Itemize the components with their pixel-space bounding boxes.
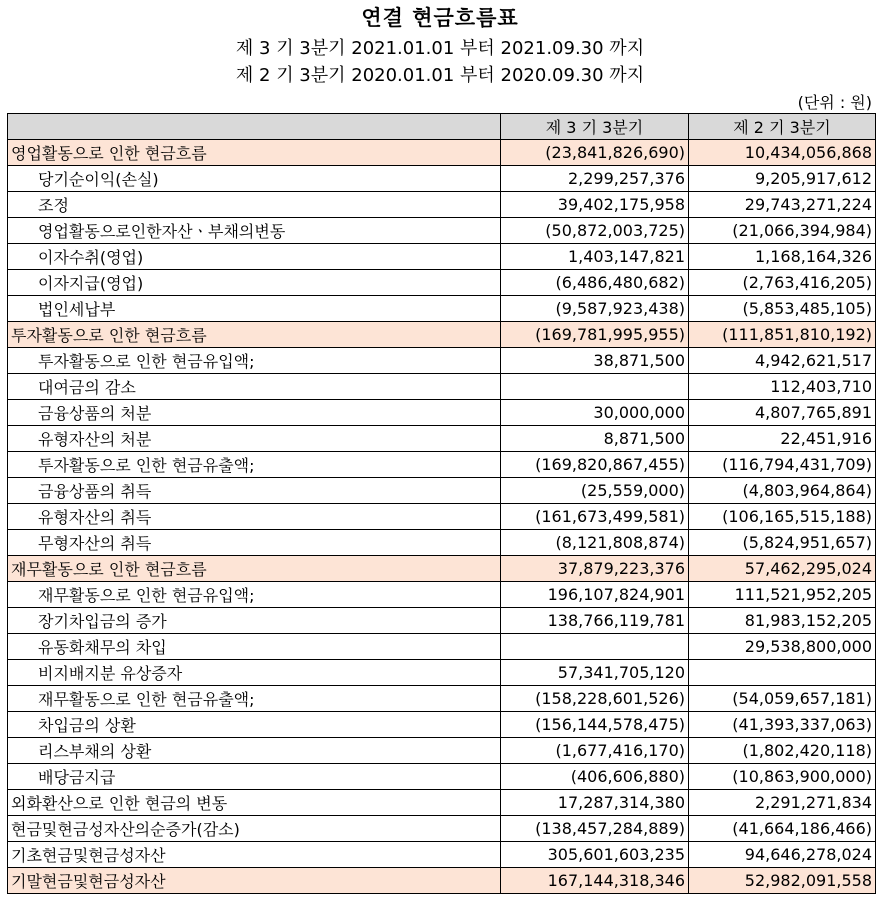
table-row <box>8 348 876 374</box>
row-label: 외화환산으로 인한 현금의 변동 <box>8 790 501 816</box>
value-current: 38,871,500 <box>501 348 689 374</box>
table-row <box>8 660 876 686</box>
value-previous: (5,853,485,105) <box>689 296 876 322</box>
value-current: 8,871,500 <box>501 426 689 452</box>
value-previous: 52,982,091,558 <box>689 868 876 894</box>
value-current: (169,820,867,455) <box>501 452 689 478</box>
row-label: 재무활동으로 인한 현금유입액; <box>8 582 501 608</box>
table-row <box>8 270 876 296</box>
value-previous: (2,763,416,205) <box>689 270 876 296</box>
value-current: (156,144,578,475) <box>501 712 689 738</box>
row-label: 금융상품의 처분 <box>8 400 501 426</box>
row-label: 투자활동으로 인한 현금유출액; <box>8 452 501 478</box>
value-previous: 94,646,278,024 <box>689 842 876 868</box>
row-label: 유형자산의 취득 <box>8 504 501 530</box>
value-previous: 1,168,164,326 <box>689 244 876 270</box>
value-previous: (41,393,337,063) <box>689 712 876 738</box>
table-row <box>8 816 876 842</box>
value-previous: 22,451,916 <box>689 426 876 452</box>
row-label: 투자활동으로 인한 현금흐름 <box>8 322 501 348</box>
row-label: 재무활동으로 인한 현금흐름 <box>8 556 501 582</box>
table-row <box>8 244 876 270</box>
value-previous <box>689 660 876 686</box>
value-previous: (111,851,810,192) <box>689 322 876 348</box>
value-current: (169,781,995,955) <box>501 322 689 348</box>
row-label: 조정 <box>8 192 501 218</box>
row-label: 영업활동으로인한자산ㆍ부채의변동 <box>8 218 501 244</box>
value-current <box>501 374 689 400</box>
value-current: 305,601,603,235 <box>501 842 689 868</box>
row-label: 현금및현금성자산의순증가(감소) <box>8 816 501 842</box>
row-label: 이자수취(영업) <box>8 244 501 270</box>
header-previous: 제 2 기 3분기 <box>689 114 876 140</box>
unit-label: (단위 : 원) <box>797 93 872 112</box>
value-previous: (10,863,900,000) <box>689 764 876 790</box>
header-label <box>8 114 501 140</box>
row-label: 영업활동으로 인한 현금흐름 <box>8 140 501 166</box>
table-row <box>8 738 876 764</box>
value-current <box>501 634 689 660</box>
period-previous: 제 2 기 3분기 2020.01.01 부터 2020.09.30 까지 <box>235 65 645 86</box>
table-row <box>8 842 876 868</box>
row-label: 비지배지분 유상증자 <box>8 660 501 686</box>
value-previous: (21,066,394,984) <box>689 218 876 244</box>
value-current: 2,299,257,376 <box>501 166 689 192</box>
table-row <box>8 556 876 582</box>
value-previous: 111,521,952,205 <box>689 582 876 608</box>
value-previous: 112,403,710 <box>689 374 876 400</box>
table-row <box>8 790 876 816</box>
row-label: 이자지급(영업) <box>8 270 501 296</box>
value-current: 138,766,119,781 <box>501 608 689 634</box>
table-row <box>8 296 876 322</box>
value-previous: (41,664,186,466) <box>689 816 876 842</box>
header-row <box>8 114 876 140</box>
value-previous: 4,942,621,517 <box>689 348 876 374</box>
value-previous: 2,291,271,834 <box>689 790 876 816</box>
value-current: (23,841,826,690) <box>501 140 689 166</box>
value-current: (406,606,880) <box>501 764 689 790</box>
table-row <box>8 582 876 608</box>
table-row <box>8 686 876 712</box>
value-previous: 4,807,765,891 <box>689 400 876 426</box>
row-label: 유동화채무의 차입 <box>8 634 501 660</box>
table-row <box>8 764 876 790</box>
value-previous: 81,983,152,205 <box>689 608 876 634</box>
value-current: 196,107,824,901 <box>501 582 689 608</box>
value-previous: (116,794,431,709) <box>689 452 876 478</box>
row-label: 대여금의 감소 <box>8 374 501 400</box>
row-label: 금융상품의 취득 <box>8 478 501 504</box>
value-previous: (5,824,951,657) <box>689 530 876 556</box>
row-label: 재무활동으로 인한 현금유출액; <box>8 686 501 712</box>
value-previous: 57,462,295,024 <box>689 556 876 582</box>
table-row <box>8 426 876 452</box>
row-label: 법인세납부 <box>8 296 501 322</box>
value-current: (9,587,923,438) <box>501 296 689 322</box>
value-current: 57,341,705,120 <box>501 660 689 686</box>
value-previous: (1,802,420,118) <box>689 738 876 764</box>
row-label: 당기순이익(손실) <box>8 166 501 192</box>
value-current: (1,677,416,170) <box>501 738 689 764</box>
table-row <box>8 530 876 556</box>
row-label: 유형자산의 처분 <box>8 426 501 452</box>
value-current: (138,457,284,889) <box>501 816 689 842</box>
value-current: (6,486,480,682) <box>501 270 689 296</box>
row-label: 투자활동으로 인한 현금유입액; <box>8 348 501 374</box>
table-row <box>8 504 876 530</box>
value-current: (25,559,000) <box>501 478 689 504</box>
table-row <box>8 608 876 634</box>
row-label: 기말현금및현금성자산 <box>8 868 501 894</box>
table-row <box>8 868 876 894</box>
value-previous: (54,059,657,181) <box>689 686 876 712</box>
value-previous: 29,743,271,224 <box>689 192 876 218</box>
value-current: 1,403,147,821 <box>501 244 689 270</box>
value-current: (50,872,003,725) <box>501 218 689 244</box>
value-current: (161,673,499,581) <box>501 504 689 530</box>
row-label: 차입금의 상환 <box>8 712 501 738</box>
cash-flow-table <box>7 113 876 894</box>
table-row <box>8 322 876 348</box>
value-current: 30,000,000 <box>501 400 689 426</box>
value-previous: (106,165,515,188) <box>689 504 876 530</box>
table-row <box>8 218 876 244</box>
value-previous: 9,205,917,612 <box>689 166 876 192</box>
table-row <box>8 166 876 192</box>
row-label: 무형자산의 취득 <box>8 530 501 556</box>
row-label: 리스부채의 상환 <box>8 738 501 764</box>
value-current: (158,228,601,526) <box>501 686 689 712</box>
value-current: (8,121,808,874) <box>501 530 689 556</box>
value-previous: 29,538,800,000 <box>689 634 876 660</box>
document-title: 연결 현금흐름표 <box>361 6 519 30</box>
table-row <box>8 634 876 660</box>
table-row <box>8 192 876 218</box>
table-row <box>8 140 876 166</box>
header-current: 제 3 기 3분기 <box>501 114 689 140</box>
period-current: 제 3 기 3분기 2021.01.01 부터 2021.09.30 까지 <box>235 38 645 59</box>
table-row <box>8 374 876 400</box>
table-row <box>8 478 876 504</box>
table-row <box>8 712 876 738</box>
value-current: 37,879,223,376 <box>501 556 689 582</box>
table-row <box>8 452 876 478</box>
value-current: 39,402,175,958 <box>501 192 689 218</box>
row-label: 기초현금및현금성자산 <box>8 842 501 868</box>
row-label: 배당금지급 <box>8 764 501 790</box>
value-previous: (4,803,964,864) <box>689 478 876 504</box>
value-current: 17,287,314,380 <box>501 790 689 816</box>
row-label: 장기차입금의 증가 <box>8 608 501 634</box>
value-previous: 10,434,056,868 <box>689 140 876 166</box>
table-row <box>8 400 876 426</box>
value-current: 167,144,318,346 <box>501 868 689 894</box>
